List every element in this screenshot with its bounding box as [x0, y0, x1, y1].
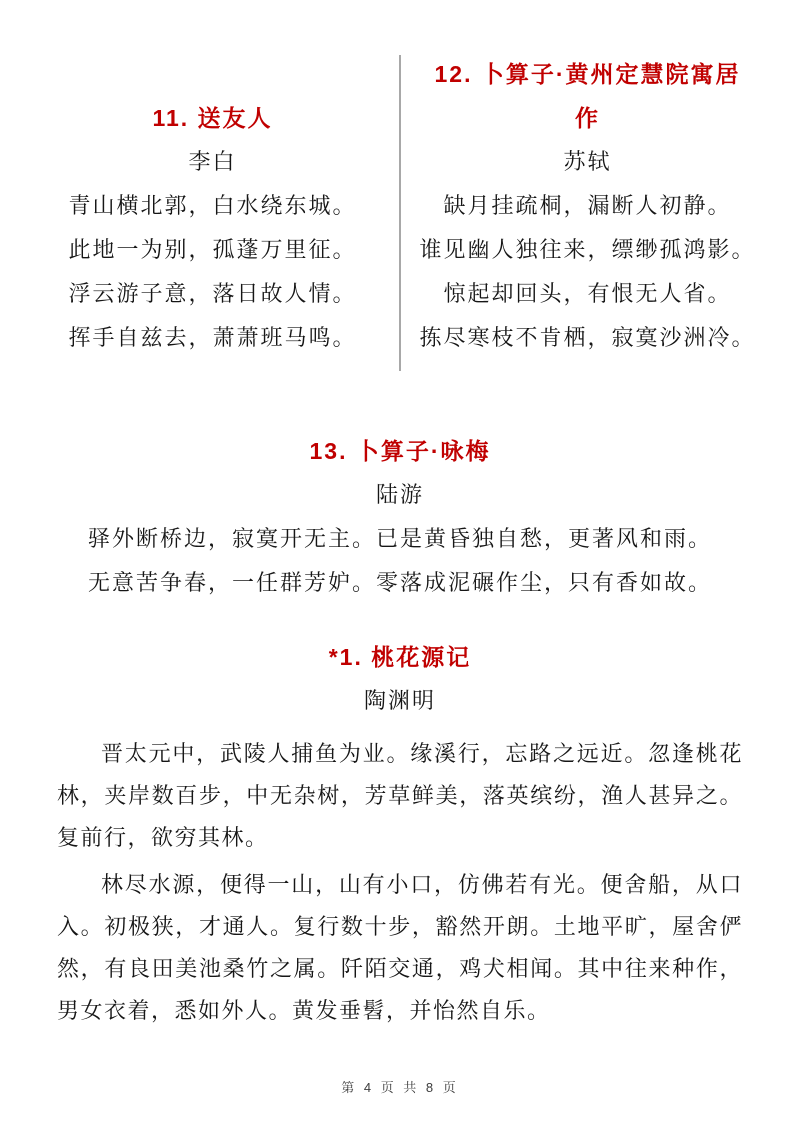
poem-13-title: 13. 卜算子·咏梅: [309, 438, 491, 464]
poem-12-title: [401, 52, 774, 140]
poem-12-author: 苏轼: [563, 149, 612, 174]
page-number-footer: 第 4 页 共 8 页: [341, 1080, 459, 1095]
prose-1-author: 陶渊明: [363, 688, 436, 713]
prose-paragraph: 晋太元中，武陵人捕鱼为业。缘溪行，忘路之远近。忽逢桃花林，夹岸数百步，中无杂树，芳草鲜美，落英缤纷，渔人甚异之。复前行，欲穷其林。: [57, 741, 743, 850]
prose-paragraph: 林尽水源，便得一山，山有小口，仿佛若有光。便舍船，从口入。初极狭，才通人。复行数十步，豁然开朗。土地平旷，屋舍俨然，有良田美池桑竹之属。阡陌交通，鸡犬相闻。其中往来种作，男女衣着，悉如外人。黄发垂髫，并怡然自乐。: [57, 872, 743, 1023]
prose-1-section: [0, 635, 800, 1032]
poem-11-line: 此地一为别，孤蓬万里征。: [68, 237, 357, 262]
poem-12-line: 惊起却回头，有恨无人省。: [443, 281, 732, 306]
poem-11-line: 浮云游子意，落日故人情。: [68, 281, 357, 306]
poem-13-line: 驿外断桥边，寂寞开无主。已是黄昏独自愁，更著风和雨。: [87, 526, 712, 551]
two-column-poem-section: [0, 52, 800, 371]
poem-12-line: 缺月挂疏桐，漏断人初静。: [443, 193, 732, 218]
poem-11-author: 李白: [188, 149, 237, 174]
prose-1-body: [0, 733, 800, 1032]
poem-12-title-line2: 作: [575, 105, 600, 131]
poem-12-line: 谁见幽人独往来，缥缈孤鸿影。: [419, 237, 756, 262]
prose-1-head: [0, 635, 800, 723]
poem-11-title: 11. 送友人: [152, 105, 273, 131]
poem-13-line: 无意苦争春，一任群芳妒。零落成泥碾作尘，只有香如故。: [87, 570, 712, 595]
poem-12-title-line1: 12. 卜算子·黄州定慧院寓居: [434, 61, 741, 87]
poem-13-section: [0, 429, 800, 605]
poem-12-column: [401, 52, 774, 360]
poem-13-author: 陆游: [375, 482, 424, 507]
prose-1-title: *1. 桃花源记: [328, 644, 472, 670]
poem-12-line: 拣尽寒枝不肯栖，寂寞沙洲冷。: [419, 325, 756, 350]
poem-11-line: 青山横北郭，白水绕东城。: [68, 193, 357, 218]
poem-11-line: 挥手自兹去，萧萧班马鸣。: [68, 325, 357, 350]
poem-11-column: [26, 52, 399, 360]
